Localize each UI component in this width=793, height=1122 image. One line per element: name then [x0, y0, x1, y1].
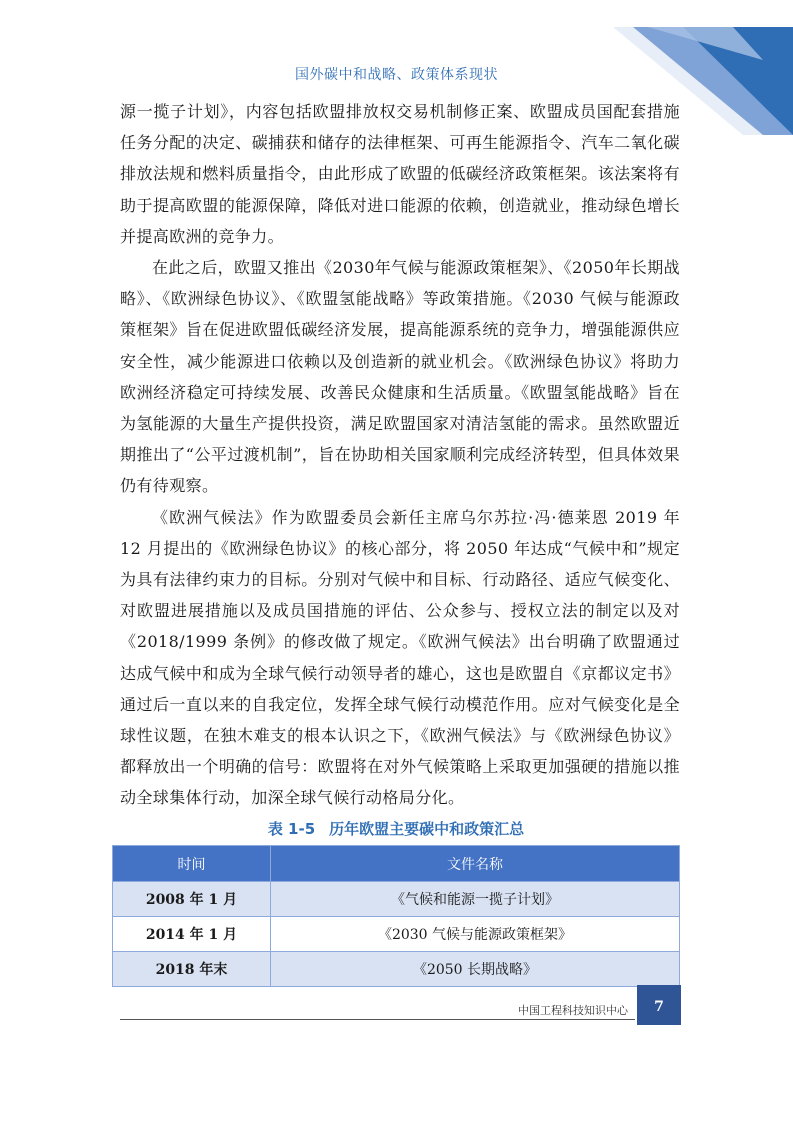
cell-time: 2018 年末: [113, 952, 271, 987]
paragraph: 源一揽子计划》，内容包括欧盟排放权交易机制修正案、欧盟成员国配套措施任务分配的决定、碳捕获和储存的法律框架、可再生能源指令、汽车二氧化碳排放法规和燃料质量指令，由此形成了欧盟的低碳经济政策框架。该法案将有助于提高欧盟的能源保障，降低对进口能源的依赖，创造就业，推动绿色增长并提高欧洲的竞争力。: [120, 102, 680, 246]
cell-time: 2008 年 1 月: [113, 882, 271, 917]
footer-divider: [120, 1019, 635, 1020]
table-row: [113, 917, 680, 952]
paragraph: 《欧洲气候法》作为欧盟委员会新任主席乌尔苏拉·冯·德莱恩 2019 年 12 月提出的《欧洲绿色协议》的核心部分，将 2050 年达成“气候中和”规定为具有法律约束力的目标。分别对气候中和目标、行动路径、适应气候变化、对欧盟进展措施以及成员国措施的评估、公众参与、授权立法的制定以及对《2018/1999 条例》的修改做了规定。《欧洲气候法》出台明确了欧盟通过达成气候中和成为全球气候行动领导者的雄心，这也是欧盟自《京都议定书》通过后一直以来的自我定位，发挥全球气候行动模范作用。应对气候变化是全球性议题，在独木难支的根本认识之下，《欧洲气候法》与《欧洲绿色协议》都释放出一个明确的信号：欧盟将在对外气候策略上采取更加强硬的措施以推动全球集体行动，加深全球气候行动格局分化。: [120, 507, 680, 808]
running-header: 国外碳中和战略、政策体系现状: [295, 67, 498, 83]
cell-time: 2014 年 1 月: [113, 917, 271, 952]
cell-document: 《2050 长期战略》: [271, 952, 680, 987]
table-title: 历年欧盟主要碳中和政策汇总: [329, 820, 525, 838]
policy-table: [112, 845, 680, 987]
table-row: [113, 952, 680, 987]
page-number: 7: [637, 985, 681, 1025]
column-header-time: 时间: [113, 846, 271, 882]
cell-document: 《2030 气候与能源政策框架》: [271, 917, 680, 952]
table-row: [113, 882, 680, 917]
table-caption: [112, 818, 680, 839]
column-header-document: 文件名称: [271, 846, 680, 882]
table-header-row: [113, 846, 680, 882]
footer-organization: 中国工程科技知识中心: [518, 1004, 628, 1017]
body-text: [120, 96, 680, 814]
cell-document: 《气候和能源一揽子计划》: [271, 882, 680, 917]
table-number: 表 1-5: [267, 820, 316, 838]
paragraph: 在此之后，欧盟又推出《2030年气候与能源政策框架》、《2050年长期战略》、《欧洲绿色协议》、《欧盟氢能战略》等政策措施。《2030 气候与能源政策框架》旨在促进欧盟低碳经济发展，提高能源系统的竞争力，增强能源供应安全性，减少能源进口依赖以及创造新的就业机会。《欧洲绿色协议》将助力欧洲经济稳定可持续发展、改善民众健康和生活质量。《欧盟氢能战略》旨在为氢能源的大量生产提供投资，满足欧盟国家对清洁氢能的需求。虽然欧盟近期推出了“公平过渡机制”，旨在协助相关国家顺利完成经济转型，但具体效果仍有待观察。: [120, 258, 680, 496]
